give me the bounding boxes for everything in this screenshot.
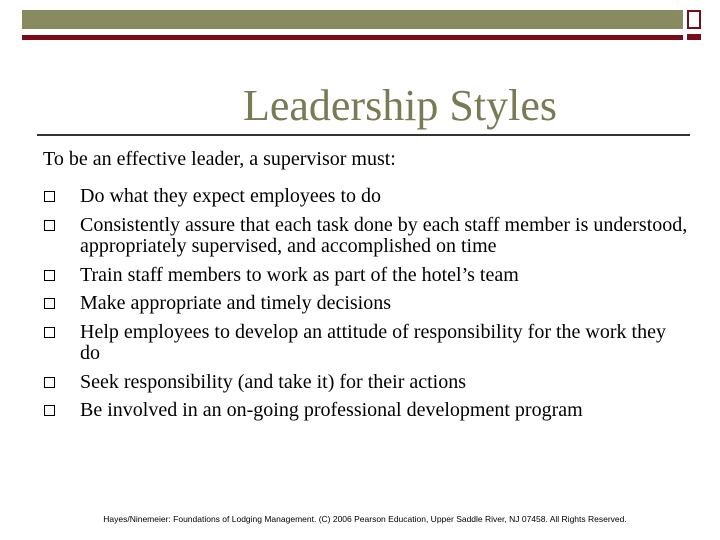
maroon-stripe bbox=[22, 35, 683, 40]
corner-square-outline bbox=[687, 10, 701, 29]
square-bullet-icon bbox=[44, 377, 55, 388]
bullet-text: Be involved in an on-going professional development program bbox=[80, 399, 583, 421]
title-divider bbox=[37, 134, 690, 136]
bullet-list bbox=[40, 186, 690, 429]
slide-title: Leadership Styles bbox=[242, 81, 558, 130]
bullet-item bbox=[40, 322, 690, 365]
bullet-text: Seek responsibility (and take it) for their actions bbox=[80, 370, 467, 393]
bullet-item bbox=[40, 265, 690, 287]
bullet-item bbox=[40, 186, 690, 208]
bullet-item bbox=[40, 372, 690, 394]
bullet-text: Consistently assure that each task done by each staff member is understood, appropriately supervised, and accomplished on time bbox=[80, 213, 688, 257]
bullet-text: Make appropriate and timely decisions bbox=[80, 292, 392, 314]
bullet-text: Help employees to develop an attitude of responsibility for the work they do bbox=[80, 320, 666, 364]
bullet-text: Do what they expect employees to do bbox=[80, 185, 382, 207]
corner-square-fill bbox=[687, 34, 701, 40]
bullet-item bbox=[40, 400, 690, 422]
copyright-footer: Hayes/Ninemeier: Foundations of Lodging Management. (C) 2006 Pearson Education, Upper Saddle River, NJ 07458. All Rights Reserved. bbox=[103, 514, 627, 524]
square-bullet-icon bbox=[44, 298, 55, 309]
olive-bar bbox=[22, 10, 683, 29]
bullet-item bbox=[40, 215, 690, 258]
intro-text: To be an effective leader, a supervisor must: bbox=[43, 148, 396, 170]
bullet-item bbox=[40, 293, 690, 315]
corner-decoration bbox=[687, 10, 707, 40]
bullet-text: Train staff members to work as part of the hotel’s team bbox=[80, 263, 519, 286]
square-bullet-icon bbox=[44, 270, 55, 281]
square-bullet-icon bbox=[44, 191, 55, 202]
square-bullet-icon bbox=[44, 327, 55, 338]
header-decoration-bar bbox=[22, 10, 683, 40]
square-bullet-icon bbox=[44, 405, 55, 416]
square-bullet-icon bbox=[44, 220, 55, 231]
